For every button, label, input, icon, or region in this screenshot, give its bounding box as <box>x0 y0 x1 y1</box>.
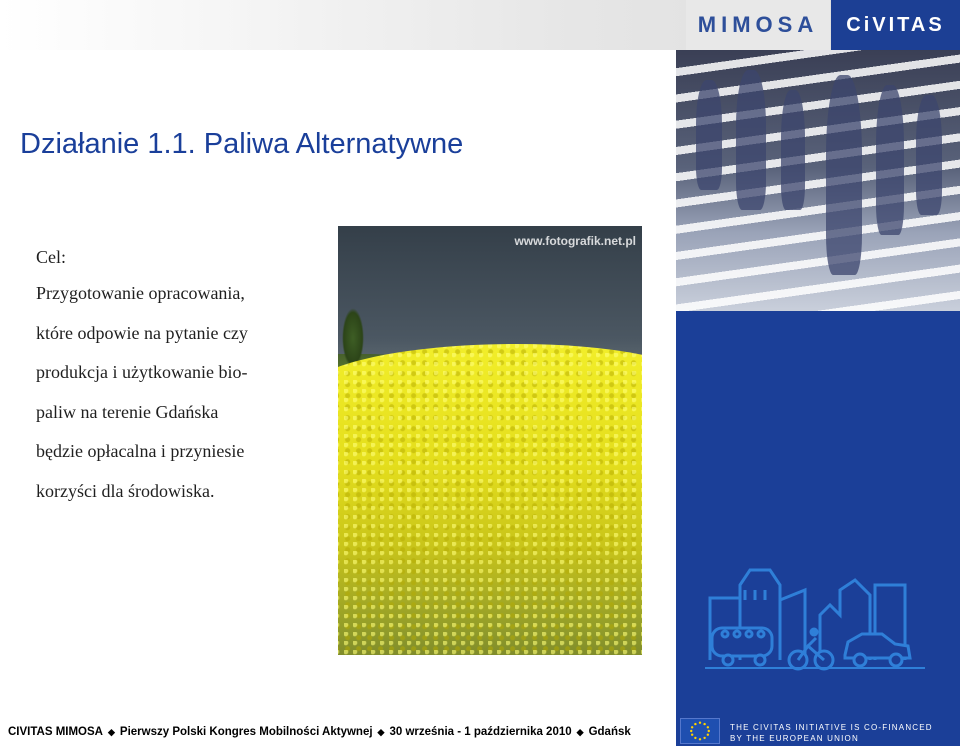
goal-line: będzie opłacalna i przyniesie <box>36 441 245 461</box>
goal-line: korzyści dla środowiska. <box>36 480 215 501</box>
rapeseed-field-photo <box>338 226 642 655</box>
city-mobility-icon <box>700 560 930 680</box>
eu-flag-icon <box>680 718 720 744</box>
slide-title: Działanie 1.1. Paliwa Alternatywne <box>20 128 464 160</box>
goal-line: Cel: <box>36 247 66 267</box>
goal-line: które odpowie na pytanie czy <box>36 322 248 343</box>
civitas-logo: CiVITAS <box>831 0 960 50</box>
photo-watermark: www.fotografik.net.pl <box>514 234 636 248</box>
goal-line: produkcja i użytkowanie bio- <box>36 362 248 382</box>
footer-separator: ◆ <box>107 726 115 737</box>
eu-text-line: THE CIVITAS INITIATIVE IS CO-FINANCED <box>730 723 933 732</box>
footer-dates: 30 września - 1 października 2010 <box>389 726 572 738</box>
footer-org: CIVITAS MIMOSA <box>8 726 103 738</box>
mimosa-logo: MIMOSA <box>686 0 830 50</box>
goal-line: paliw na terenie Gdańska <box>36 401 219 422</box>
footer-separator: ◆ <box>377 726 385 737</box>
footer <box>0 718 676 746</box>
crowd-photo <box>676 50 960 311</box>
footer-event: Pierwszy Polski Kongres Mobilności Aktywnej <box>119 726 373 738</box>
eu-text-line: BY THE EUROPEAN UNION <box>730 734 859 743</box>
eu-cofinancing-text <box>730 722 950 744</box>
footer-city: Gdańsk <box>588 726 631 738</box>
footer-separator: ◆ <box>576 726 584 737</box>
goal-line: Przygotowanie opracowania, <box>36 283 245 303</box>
goal-text <box>36 246 336 519</box>
